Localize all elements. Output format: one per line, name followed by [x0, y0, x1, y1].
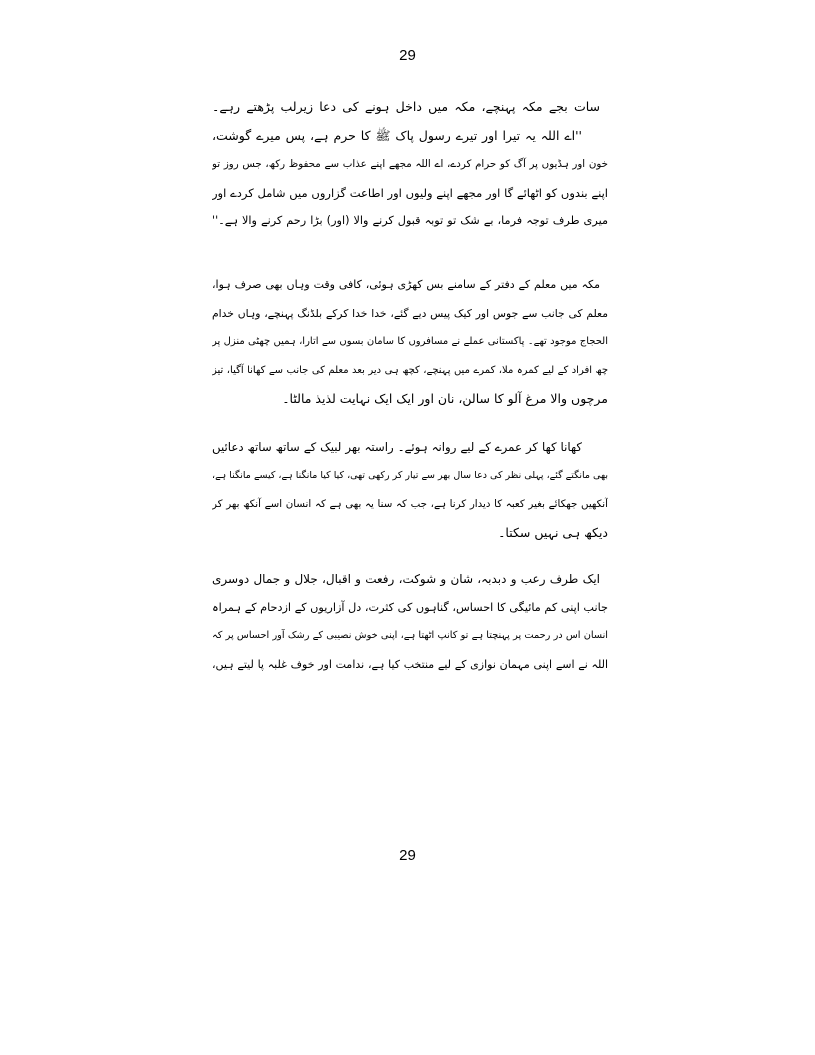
text-line: آنکھیں جھکائے بغیر کعبہ کا دیدار کرنا ہے، جب کہ سنا یہ بھی ہے کہ انسان اسے آنکھ بھر کر	[212, 498, 608, 511]
text-line: بھی مانگتے گئے، پہلی نظر کی دعا سال بھر سے تیار کر رکھی تھی، کیا کیا مانگنا ہے، کیسے مانگنا ہے،	[212, 469, 608, 481]
text-line: خون اور ہڈیوں پر آگ کو حرام کردے، اے اللہ مجھے اپنے عذاب سے محفوظ رکھ، جس روز تو	[212, 158, 608, 171]
text-line: جانب اپنی کم مائیگی کا احساس، گناہوں کی کثرت، دل آزاریوں کے ازدحام کے ہمراہ	[212, 600, 608, 614]
text-line: اللہ نے اسے اپنی مہمان نوازی کے لیے منتخب کیا ہے، ندامت اور خوف غلبہ پا لیتے ہیں،	[212, 657, 608, 671]
text-line: انسان اس در رحمت پر پہنچتا ہے تو کانپ اٹھتا ہے، اپنی خوش نصیبی کے رشک آور احساس پر کہ	[212, 630, 608, 642]
text-line: میری طرف توجہ فرما، بے شک تو توبہ قبول کرنے والا (اور) بڑا رحم کرنے والا ہے۔''	[212, 214, 608, 228]
text-line: مکہ میں معلم کے دفتر کے سامنے بس کھڑی ہوئی، کافی وقت وہاں بھی صرف ہوا،	[212, 278, 600, 291]
text-line: ایک طرف رعب و دبدبہ، شان و شوکت، رفعت و اقبال، جلال و جمال دوسری	[212, 572, 600, 586]
text-line: معلم کی جانب سے جوس اور کیک پیس دیے گئے، خدا خدا کرکے بلڈنگ پہنچے، وہاں خدام	[212, 306, 608, 320]
paragraph-umrah-departure	[212, 433, 608, 547]
text-line: اپنے بندوں کو اٹھائے گا اور مجھے اپنے ولیوں اور اطاعت گزاروں میں شامل کردے اور	[212, 185, 608, 200]
text-line: ''اے اللہ یہ تیرا اور تیرے رسول پاک ﷺ کا حرم ہے، پس میرے گوشت،	[212, 127, 582, 143]
text-line: چھ افراد کے لیے کمرہ ملا، کمرے میں پہنچے، کچھ ہی دیر بعد معلم کی جانب سے کھانا آگیا، تیز	[212, 364, 608, 376]
paragraph-muallim-office	[212, 271, 608, 414]
page-number-top: 29	[399, 47, 416, 64]
text-line: کھانا کھا کر عمرے کے لیے روانہ ہوئے۔ راستہ بھر لبیک کے ساتھ ساتھ دعائیں	[212, 440, 582, 454]
paragraph-awe-and-humility	[212, 565, 608, 679]
page-number-bottom: 29	[399, 847, 416, 864]
text-line: سات بجے مکہ پہنچے، مکہ میں داخل ہونے کی دعا زیرلب پڑھتے رہے۔	[212, 99, 600, 114]
text-line: الحجاج موجود تھے۔ پاکستانی عملے نے مسافروں کا سامان بسوں سے اتارا، ہمیں چھٹی منزل پر	[212, 336, 608, 348]
text-line: مرچوں والا مرغ آلو کا سالن، نان اور ایک ایک نہایت لذیذ مالٹا۔	[282, 391, 608, 407]
paragraph-arrival-dua	[212, 93, 608, 236]
text-line: دیکھ ہی نہیں سکتا۔	[498, 524, 608, 540]
